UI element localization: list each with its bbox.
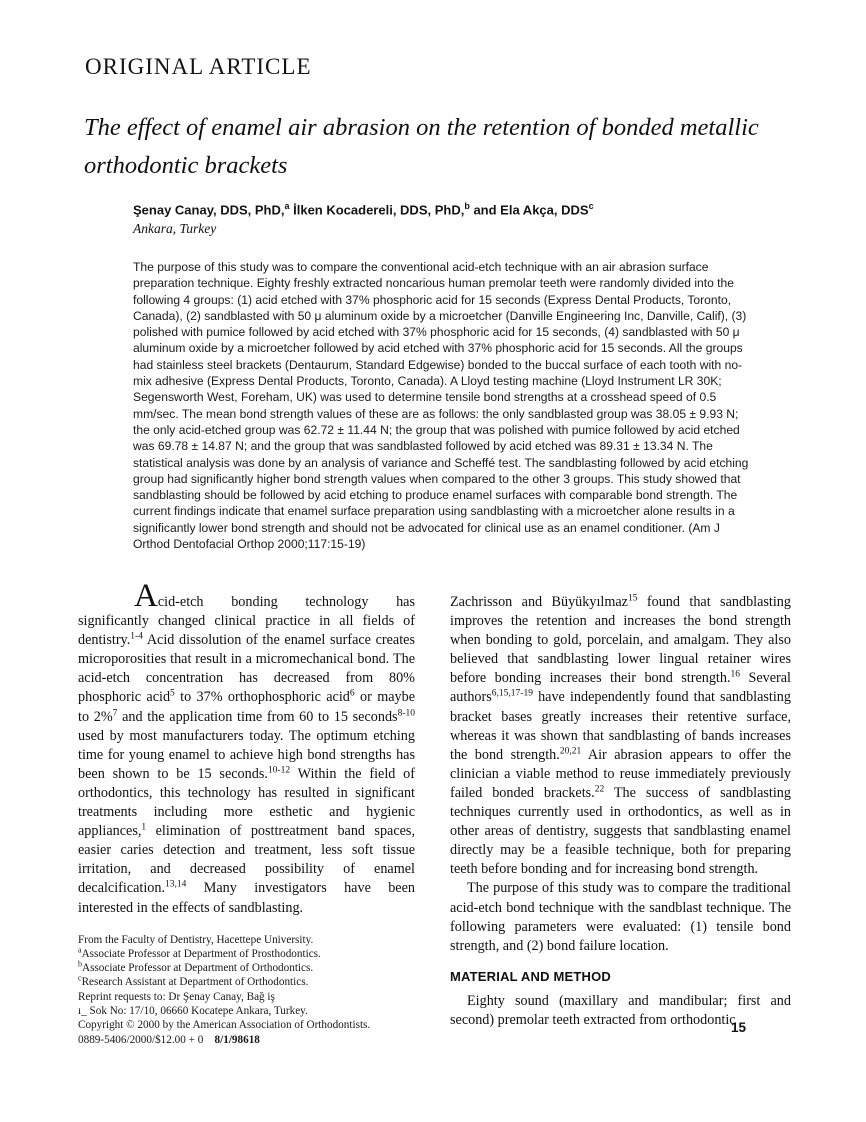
- intro-paragraph-1: Acid-etch bonding technology has significantly changed clinical practice in all fields of dentistry.$^{1-4}$ Acid dissolution of the enamel surface creates microporosities that result in a micromechanical bond. The acid-etch concentration has decreased from 80% phosphoric acid$^5$ to 37% orthophosphoric acid$^6$ or maybe to 2%$^7$ and the application time from 60 to 15 seconds$^{8-10}$ used by most manufacturers today. The optimum etching time for young enamel to achieve high bond strengths has been shown to be 15 seconds.$^{10-12}$ Within the field of orthodontics, this technology has resulted in significant treatments including more esthetic and hygienic appliances,$^1$ elimination of posttreatment band spaces, easier caries detection and treatment, less soft tissue irritation, and decreased possibility of enamel decalcification.$^{13,14}$ Many investigators have been interested in the effects of sandblasting.: [78, 578, 416, 916]
- section-heading-material-and-method: MATERIAL AND METHOD: [450, 968, 611, 984]
- footnote-author-b: $^b$Associate Professor at Department of Orthodontics.: [78, 959, 314, 975]
- abstract-text: The purpose of this study was to compare the conventional acid-etch technique with an air abrasion surface preparation technique. Eighty freshly extracted noncarious human premolar teeth were randomly divided into the following 4 groups: (1) acid etched with 37% phosphoric acid for 15 seconds (Express Dental Products, Toronto, Canada), (2) sandblasted with 50 μ aluminum oxide by a microetcher (Danville Engineering Inc, Danville, Calif), (3) polished with pumice followed by acid etched with 37% phosphoric acid for 15 seconds, (4) sandblasted with 50 μ aluminum oxide by a microetcher followed by acid etched with 37% phosphoric acid for 15 seconds. All the groups had stainless steel brackets (Dentaurum, Standard Edgewise) bonded to the buccal surface of each tooth with no-mix adhesive (Express Dental Products, Toronto, Canada). A Lloyd testing machine (Lloyd Instrument LR 30K; Segensworth West, Foreham, UK) was used to determine tensile bond strengths at a crosshead speed of 0.5 mm/sec. The mean bond strength values of these are as follows: the only sandblasted group was 38.05 ± 9.93 N; the only acid-etched group was 62.72 ± 11.44 N; the group that was polished with pumice followed by acid etched was 69.78 ± 14.87 N; and the group that was sandblasted followed by acid etched was 89.31 ± 13.34 N. The statistical analysis was done by an analysis of variance and Scheffé test. The sandblasting followed by acid etching group had significantly higher bond strength values when compared to the other 3 groups. This study showed that sandblasting should be followed by acid etching to produce enamel surfaces with comparable bond strength. The current findings indicate that enamel surface preparation using sandblasting with a microetcher alone results in a significantly lower bond strength and should not be advocated for clinical use as an enamel conditioner. (Am J Orthod Dentofacial Orthop 2000;117:15-19): [133, 260, 749, 552]
- reference-superscript: c: [78, 973, 82, 983]
- drop-cap: A: [134, 578, 158, 614]
- footnote-reprint-request: Reprint requests to: Dr Şenay Canay, Bağ iş: [78, 990, 275, 1003]
- authors-line: Şenay Canay, DDS, PhD,$^a$ İlken Kocadereli, DDS, PhD,$^b$ and Ela Akça, DDS$^c$: [133, 201, 594, 218]
- footnote-author-a: $^a$Associate Professor at Department of Prosthodontics.: [78, 945, 321, 960]
- reference-superscript: a: [78, 945, 82, 955]
- reference-superscript: c: [588, 201, 594, 211]
- reference-superscript: 20,21: [559, 746, 582, 757]
- reference-superscript: 8-10: [397, 707, 415, 718]
- reference-superscript: 22: [594, 784, 605, 795]
- reference-superscript: 6,15,17-19: [491, 688, 533, 699]
- byline-block: [133, 201, 594, 237]
- article-title: The effect of enamel air abrasion on the retention of bonded metallic orthodontic brackets: [84, 114, 759, 179]
- reference-superscript: b: [464, 201, 470, 211]
- right-column: [450, 593, 791, 1030]
- reference-superscript: a: [284, 201, 290, 211]
- reference-superscript: 6: [349, 688, 355, 699]
- reference-superscript: 1: [141, 822, 147, 833]
- method-paragraph-1: Eighty sound (maxillary and mandibular; first and second) premolar teeth extracted from orthodontic: [450, 992, 791, 1028]
- footnote-affiliation: From the Faculty of Dentistry, Hacettepe University.: [78, 933, 314, 946]
- left-column: [78, 578, 416, 1047]
- reference-superscript: 16: [730, 669, 741, 680]
- footnote-copyright: Copyright © 2000 by the American Association of Orthodontists.: [78, 1019, 371, 1032]
- footnote-author-c: $^c$Research Assistant at Department of Orthodontics.: [78, 973, 309, 989]
- reference-superscript: 5: [170, 688, 175, 699]
- reference-superscript: 15: [627, 593, 638, 604]
- reference-superscript: b: [78, 959, 82, 969]
- intro-paragraph-3: The purpose of this study was to compare the traditional acid-etch bond technique with the sandblast technique. The following parameters were evaluated: (1) tensile bond strength, and (2) bond failure location.: [450, 880, 791, 954]
- reference-superscript: 13,14: [165, 879, 187, 890]
- article-type-heading: ORIGINAL ARTICLE: [85, 54, 312, 79]
- reference-superscript: 10-12: [267, 765, 291, 776]
- page-number: 15: [731, 1020, 747, 1035]
- reference-superscript: 7: [112, 707, 118, 718]
- reference-superscript: 1-4: [130, 631, 143, 642]
- intro-paragraph-2: Zachrisson and Büyükyılmaz$^{15}$ found that sandblasting improves the retention and increases the bond strength when bonding to gold, porcelain, and amalgam. They also believed that sandblasting lower lingual retainer wires before bonding increases their bond strength.$^{16}$ Several authors$^{6,15,17-19}$ have independently found that sandblasting bracket bases greatly increases their retentive surface, whereas it was shown that sandblasting of bands increases the bond strength.$^{20,21}$ Air abrasion appears to offer the clinician a viable method to reuse immediately previously failed bonded brackets.$^{22}$ The success of sandblasting techniques currently used in orthodontics, as well as in other areas of dentistry, suggests that sandblasting enamel directly may be a feasible technique, both for preparing teeth before bonding and for increasing bond strength.: [450, 593, 791, 878]
- footnote-address: ı_ Sok No: 17/10, 06660 Kocatepe Ankara, Turkey.: [78, 1005, 308, 1018]
- authors-location: Ankara, Turkey: [133, 221, 217, 237]
- footnote-article-id: 0889-5406/2000/$12.00 + 0 8/1/98618: [78, 1033, 260, 1046]
- footnotes-block: [78, 933, 415, 1047]
